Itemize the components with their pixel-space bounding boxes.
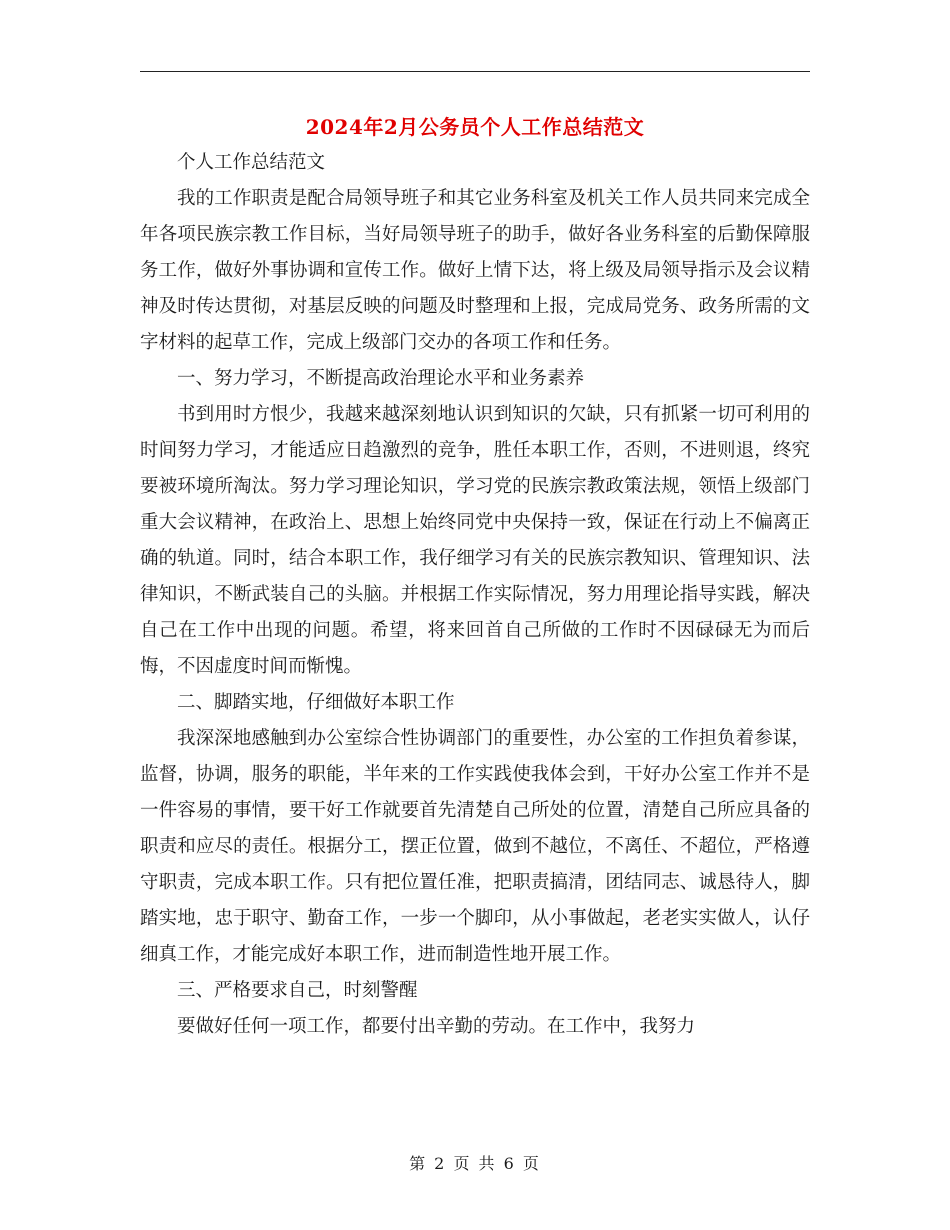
- body-paragraph: 书到用时方恨少，我越来越深刻地认识到知识的欠缺，只有抓紧一切可利用的时间努力学习，才能适应日趋激烈的竞争，胜任本职工作，否则，不进则退，终究要被环境所淘汰。努力学习理论知识，学习党的民族宗教政策法规，领悟上级部门重大会议精神，在政治上、思想上始终同党中央保持一致，保证在行动上不偏离正确的轨道。同时，结合本职工作，我仔细学习有关的民族宗教知识、管理知识、法律知识，不断武装自己的头脑。并根据工作实际情况，努力用理论指导实践，解决自己在工作中出现的问题。希望，将来回首自己所做的工作时不因碌碌无为而后悔，不因虚度时间而惭愧。: [140, 404, 810, 677]
- document-title: 2024年2月公务员个人工作总结范文: [305, 115, 645, 139]
- section-heading: 一、努力学习，不断提高政治理论水平和业务素养: [177, 368, 585, 389]
- document-body: [140, 145, 810, 1045]
- page-number: 第 2 页 共 6 页: [409, 1154, 541, 1173]
- header-rule: [140, 71, 810, 72]
- body-paragraph: 要做好任何一项工作，都要付出辛勤的劳动。在工作中，我努力: [177, 1016, 696, 1037]
- body-paragraph: 我的工作职责是配合局领导班子和其它业务科室及机关工作人员共同来完成全年各项民族宗教工作目标，当好局领导班子的助手，做好各业务科室的后勤保障服务工作，做好外事协调和宣传工作。做好上情下达，将上级及局领导指示及会议精神及时传达贯彻，对基层反映的问题及时整理和上报，完成局党务、政务所需的文字材料的起草工作，完成上级部门交办的各项工作和任务。: [140, 188, 810, 353]
- section-heading: 三、严格要求自己，时刻警醒: [177, 980, 418, 1001]
- section-heading: 二、脚踏实地，仔细做好本职工作: [177, 692, 455, 713]
- body-paragraph: 我深深地感触到办公室综合性协调部门的重要性，办公室的工作担负着参谋，监督，协调，服务的职能，半年来的工作实践使我体会到，干好办公室工作并不是一件容易的事情，要干好工作就要首先清楚自己所处的位置，清楚自己所应具备的职责和应尽的责任。根据分工，摆正位置，做到不越位，不离任、不超位，严格遵守职责，完成本职工作。只有把位置任准，把职责搞清，团结同志、诚恳待人，脚踏实地，忠于职守、勤奋工作，一步一个脚印，从小事做起，老老实实做人，认仔细真工作，才能完成好本职工作，进而制造性地开展工作。: [140, 728, 810, 965]
- section-heading: 个人工作总结范文: [177, 152, 326, 173]
